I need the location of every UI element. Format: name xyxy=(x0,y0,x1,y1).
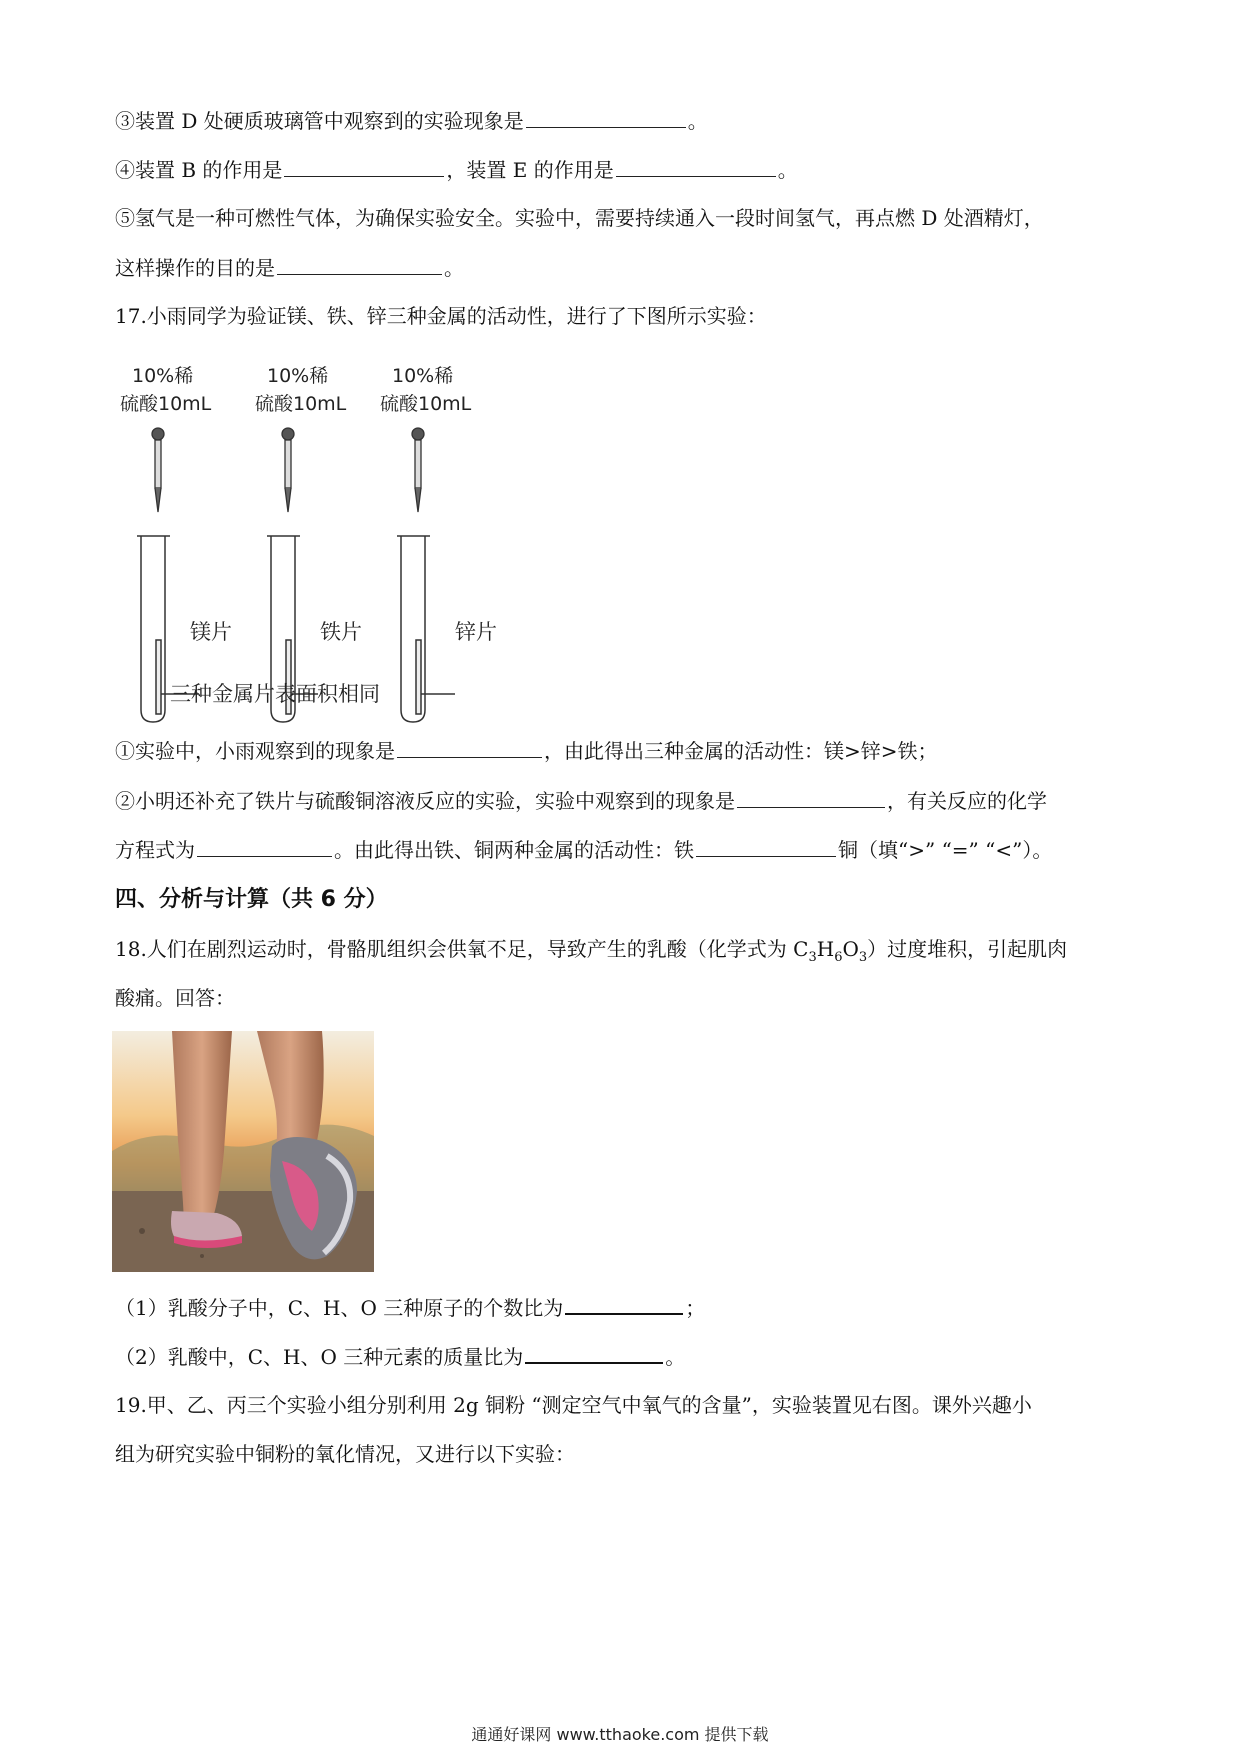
running-photo-image xyxy=(112,1031,374,1272)
question-17: 17.小雨同学为验证镁、铁、锌三种金属的活动性，进行了下图所示实验： xyxy=(115,304,767,328)
question-17-1: ①实验中，小雨观察到的现象是 ，由此得出三种金属的活动性：镁>锌>铁； xyxy=(115,739,938,763)
metal-label-1: 镁片 xyxy=(190,620,232,644)
answer-blank[interactable] xyxy=(197,836,332,857)
answer-blank[interactable] xyxy=(696,836,836,857)
metal-label-2: 铁片 xyxy=(320,620,362,644)
figure-caption: 三种金属片表面积相同 xyxy=(170,682,380,706)
answer-blank[interactable] xyxy=(284,156,444,177)
answer-blank[interactable] xyxy=(525,1342,663,1364)
test-tube-3 xyxy=(397,536,455,722)
acid-label-1: 10%稀 硫酸10mL xyxy=(120,365,212,415)
dropper-3 xyxy=(412,428,424,512)
acid-label-2: 10%稀 硫酸10mL xyxy=(255,365,347,415)
dropper-2 xyxy=(282,428,294,512)
question-16-5: ⑤氢气是一种可燃性气体，为确保实验安全。实验中，需要持续通入一段时间氢气，再点燃 D 处酒精灯， xyxy=(115,206,1044,230)
answer-blank[interactable] xyxy=(277,254,442,275)
acid-label-3: 10%稀 硫酸10mL xyxy=(380,365,472,415)
answer-blank[interactable] xyxy=(526,107,686,128)
dropper-1 xyxy=(152,428,164,512)
test-tube-figure xyxy=(110,360,530,720)
question-19: 19.甲、乙、丙三个实验小组分别利用 2g 铜粉 “测定空气中氧气的含量”，实验装置见右图。课外兴趣小 xyxy=(115,1393,1032,1417)
metal-label-3: 锌片 xyxy=(455,620,497,644)
answer-blank[interactable] xyxy=(737,787,885,808)
question-16-5-cont: 这样操作的目的是 。 xyxy=(115,256,464,280)
question-18: 18.人们在剧烈运动时，骨骼肌组织会供氧不足，导致产生的乳酸（化学式为 $C_3H_6O_3$）过度堆积，引起肌肉 xyxy=(115,937,1068,965)
question-17-2: ②小明还补充了铁片与硫酸铜溶液反应的实验，实验中观察到的现象是 ，有关反应的化学 xyxy=(115,789,1047,813)
question-16-3: ③装置 D 处硬质玻璃管中观察到的实验现象是 。 xyxy=(115,109,708,133)
running-photo xyxy=(112,1031,374,1272)
page-footer: 通通好课网 www.tthaoke.com 提供下载 xyxy=(471,1725,769,1744)
section-heading: 四、分析与计算（共 6 分） xyxy=(115,887,388,912)
question-17-2-cont: 方程式为 。由此得出铁、铜两种金属的活动性：铁 铜（填“>” “=” “<”）。 xyxy=(115,838,1053,862)
question-18-1: （1）乳酸分子中，C、H、O 三种原子的个数比为 ； xyxy=(115,1293,705,1321)
question-19-cont: 组为研究实验中铜粉的氧化情况，又进行以下实验： xyxy=(115,1442,575,1466)
answer-blank[interactable] xyxy=(565,1293,683,1315)
question-18-2: （2）乳酸中，C、H、O 三种元素的质量比为 。 xyxy=(115,1342,685,1370)
question-16-4: ④装置 B 的作用是 ，装置 E 的作用是 。 xyxy=(115,158,798,182)
answer-blank[interactable] xyxy=(397,737,542,758)
question-18-cont: 酸痛。回答： xyxy=(115,986,235,1010)
answer-blank[interactable] xyxy=(616,156,776,177)
